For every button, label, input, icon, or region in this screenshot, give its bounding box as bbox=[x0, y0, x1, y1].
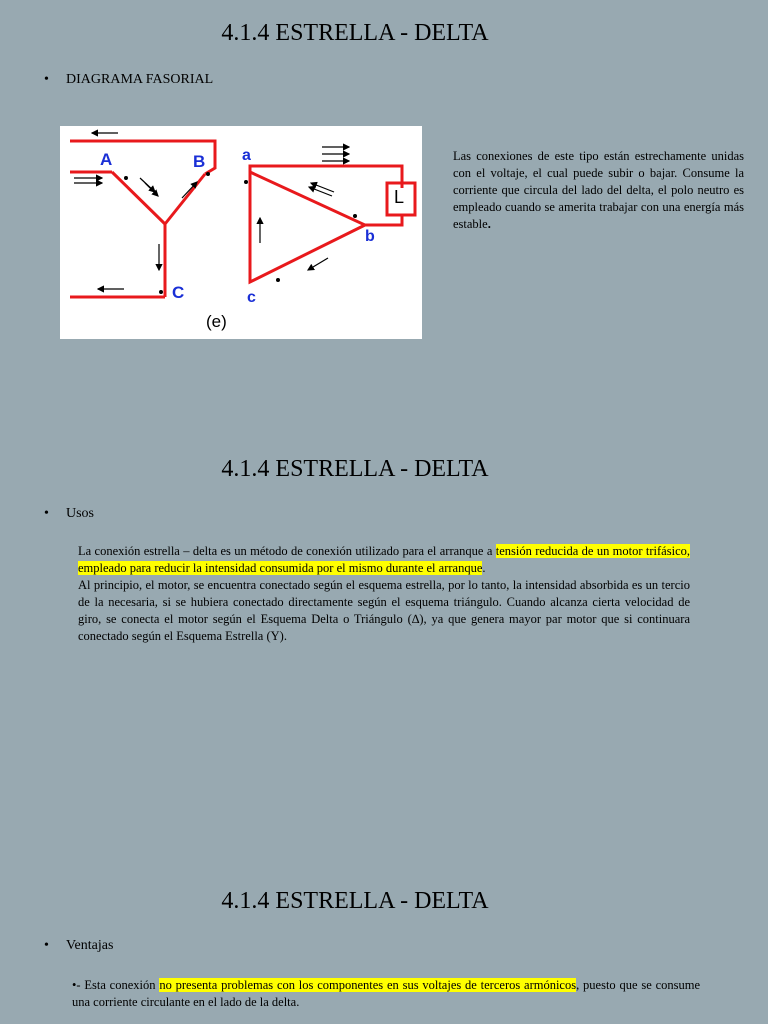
slide1-title: 4.1.4 ESTRELLA - DELTA bbox=[221, 20, 489, 46]
bullet-dot: • bbox=[44, 506, 49, 521]
side-text-main: Las conexiones de este tipo están estrechamente unidas con el voltaje, el cual puede subir o bajar. Consume la corriente que circula del lado del delta, el polo neutro es empleado cuando se amerita trabajar con una energía más estable bbox=[453, 149, 744, 231]
slide3-p1-highlight: no presenta problemas con los componentes en sus voltajes de terceros armónicos bbox=[159, 978, 577, 992]
star-arrows bbox=[74, 133, 197, 289]
slide3-body bbox=[72, 977, 700, 1011]
star-delta-diagram bbox=[60, 126, 422, 339]
label-B: B bbox=[193, 152, 206, 171]
star-dots bbox=[124, 172, 210, 294]
slide1-bullet-label: DIAGRAMA FASORIAL bbox=[66, 72, 214, 87]
diagram-caption: (e) bbox=[206, 312, 227, 331]
bullet-dot: • bbox=[44, 938, 49, 953]
slide2-bullet-label: Usos bbox=[66, 506, 95, 521]
slide3-title: 4.1.4 ESTRELLA - DELTA bbox=[221, 888, 489, 914]
side-text-end: . bbox=[487, 217, 491, 231]
slide2-body bbox=[78, 543, 690, 645]
label-a: a bbox=[242, 147, 251, 164]
label-c: c bbox=[247, 289, 256, 306]
slide3-bullet-label: Ventajas bbox=[66, 938, 114, 953]
slide3-bullet bbox=[44, 937, 113, 955]
label-b: b bbox=[365, 228, 375, 245]
p1-before: La conexión estrella – delta es un método de conexión utilizado para el arranque a bbox=[78, 544, 496, 558]
slide2-paragraph-1 bbox=[78, 543, 690, 577]
label-L: L bbox=[394, 187, 405, 207]
slide2-title: 4.1.4 ESTRELLA - DELTA bbox=[221, 456, 489, 482]
p1-after: . bbox=[482, 561, 486, 575]
p1-highlight: tensión reducida de un motor trifásico, empleado para reducir la intensidad consumida por el mismo durante el arranque bbox=[78, 544, 690, 575]
slide3-p1-after: , puesto que se consume una corriente circulante en el lado de la delta. bbox=[72, 978, 701, 1009]
slide3-p1-prefix: •- Esta conexión bbox=[72, 978, 160, 992]
slide2-bullet bbox=[44, 505, 94, 523]
slide1-side-text bbox=[453, 148, 744, 233]
label-C: C bbox=[172, 283, 185, 302]
delta-wiring bbox=[250, 166, 415, 282]
slide1-bullet bbox=[44, 71, 213, 89]
slide2-paragraph-2: Al principio, el motor, se encuentra conectado según el esquema estrella, por lo tanto, la intensidad absorbida es un tercio de la necesaria, si se hubiera conectado directamente según el esquema triángulo. Cuando alcanza cierta velocidad de giro, se conecta el motor según el Esquema Delta o Triángulo (∆), ya que genera mayor par motor que si continuara conectado según el Esquema Estrella (Y). bbox=[78, 578, 690, 643]
bullet-dot: • bbox=[44, 72, 49, 87]
label-A: A bbox=[100, 150, 113, 169]
